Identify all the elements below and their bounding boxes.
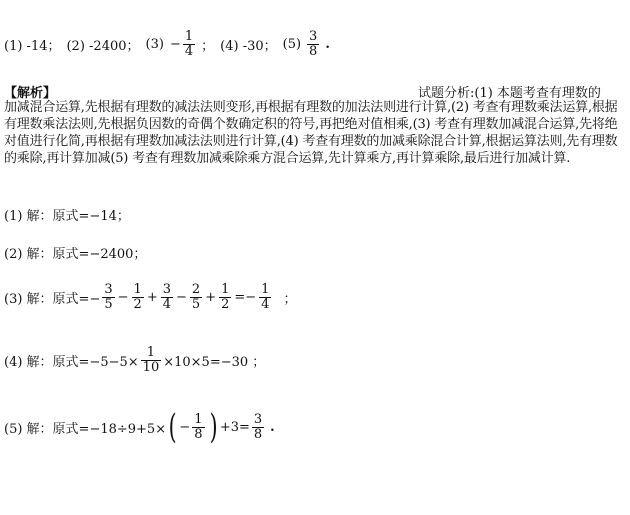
answer-line [4, 30, 330, 58]
fraction-denominator: 8 [194, 426, 203, 442]
solution-4-prefix: (4) 解：原式=−5−5× [4, 354, 139, 370]
negative-sign: − [179, 419, 191, 435]
fraction-numerator: 1 [261, 282, 270, 297]
solution-3-fraction-2 [132, 283, 144, 311]
fraction-numerator: 3 [309, 29, 318, 44]
solution-3-fraction-1 [102, 283, 114, 311]
fraction-denominator: 5 [104, 296, 113, 312]
fraction-denominator: 2 [133, 296, 142, 312]
fraction-denominator: 8 [253, 426, 263, 442]
fraction-denominator: 2 [221, 296, 230, 312]
right-paren: ) [209, 407, 218, 447]
fraction-numerator: 3 [104, 282, 113, 297]
fraction-denominator: 5 [191, 296, 201, 312]
answer-part-5-fraction [307, 30, 319, 58]
equals: =− [234, 289, 257, 305]
solution-3 [4, 283, 296, 311]
solution-3-prefix: (3) 解：原式=− [4, 291, 101, 307]
answer-part-2: (2) -2400； [66, 38, 140, 54]
solution-1: (1) 解：原式=−14； [4, 209, 130, 224]
fraction-numerator: 1 [146, 345, 156, 360]
answer-part-3-fraction [183, 30, 195, 58]
solution-5-mid: +3= [219, 419, 250, 435]
answer-part-3-label: (3) [145, 36, 164, 52]
solution-4-suffix: ×10×5=−30 ； [163, 354, 266, 370]
answer-end: . [325, 36, 330, 52]
fraction-denominator: 8 [309, 43, 318, 59]
solution-3-end: ； [283, 291, 297, 307]
solution-5 [4, 407, 275, 447]
fraction-numerator: 3 [253, 411, 263, 427]
solution-3-fraction-6 [259, 283, 271, 311]
solution-3-fraction-5 [219, 283, 231, 311]
answer-part-5-label: (5) [282, 36, 302, 52]
fraction-numerator: 1 [184, 29, 194, 44]
fraction-numerator: 3 [162, 282, 171, 297]
answer-part-1: (1) -14； [4, 38, 61, 54]
solution-3-fraction-3 [161, 283, 173, 311]
solution-5-fraction-2 [252, 413, 264, 441]
left-paren: ( [168, 407, 177, 447]
operator: + [146, 289, 158, 305]
solution-5-prefix: (5) 解：原式=−18÷9+5× [4, 421, 167, 437]
fraction-numerator: 1 [221, 282, 230, 297]
fraction-denominator: 10 [142, 359, 160, 375]
answer-part-3-sign: − [169, 36, 181, 52]
analysis-heading: 【解析】 [4, 86, 57, 101]
operator: − [176, 289, 187, 305]
answer-separator: ； [201, 38, 215, 54]
solution-4 [4, 346, 265, 374]
operator: − [117, 289, 129, 305]
analysis-intro: 试题分析:(1) 本题考查有理数的 [418, 86, 601, 101]
fraction-numerator: 1 [194, 411, 203, 427]
fraction-numerator: 1 [133, 282, 142, 297]
solution-2: (2) 解：原式=−2400； [4, 247, 147, 262]
solution-4-fraction [141, 346, 162, 374]
operator: + [205, 289, 217, 305]
fraction-denominator: 4 [162, 296, 171, 312]
answer-part-4: (4) -30； [220, 38, 277, 54]
fraction-denominator: 4 [184, 43, 194, 59]
analysis-body: 加减混合运算,先根据有理数的减法法则变形,再根据有理数的加法法则进行计算,(2) 考查有理数乘法运算,根据有理数乘法法则,先根据负因数的奇偶个数确定积的符号,再把绝对值相乘,(3) 考查有理数加减混合运算,先将绝对值进行化简,再根据有理数加减法法则进行计算,(4) 考查有理数的加减乘除混合计算,根据运算法则,先有理数的乘除,再计算加减(5) 考查有理数加减乘除乘方混合运算,先计算乘方,再计算乘除,最后进行加减计算. [4, 100, 618, 166]
fraction-denominator: 4 [261, 296, 270, 312]
solution-5-fraction-1 [192, 413, 204, 441]
fraction-numerator: 2 [191, 282, 201, 297]
solution-3-fraction-4 [190, 283, 202, 311]
solution-5-end: . [270, 419, 275, 435]
